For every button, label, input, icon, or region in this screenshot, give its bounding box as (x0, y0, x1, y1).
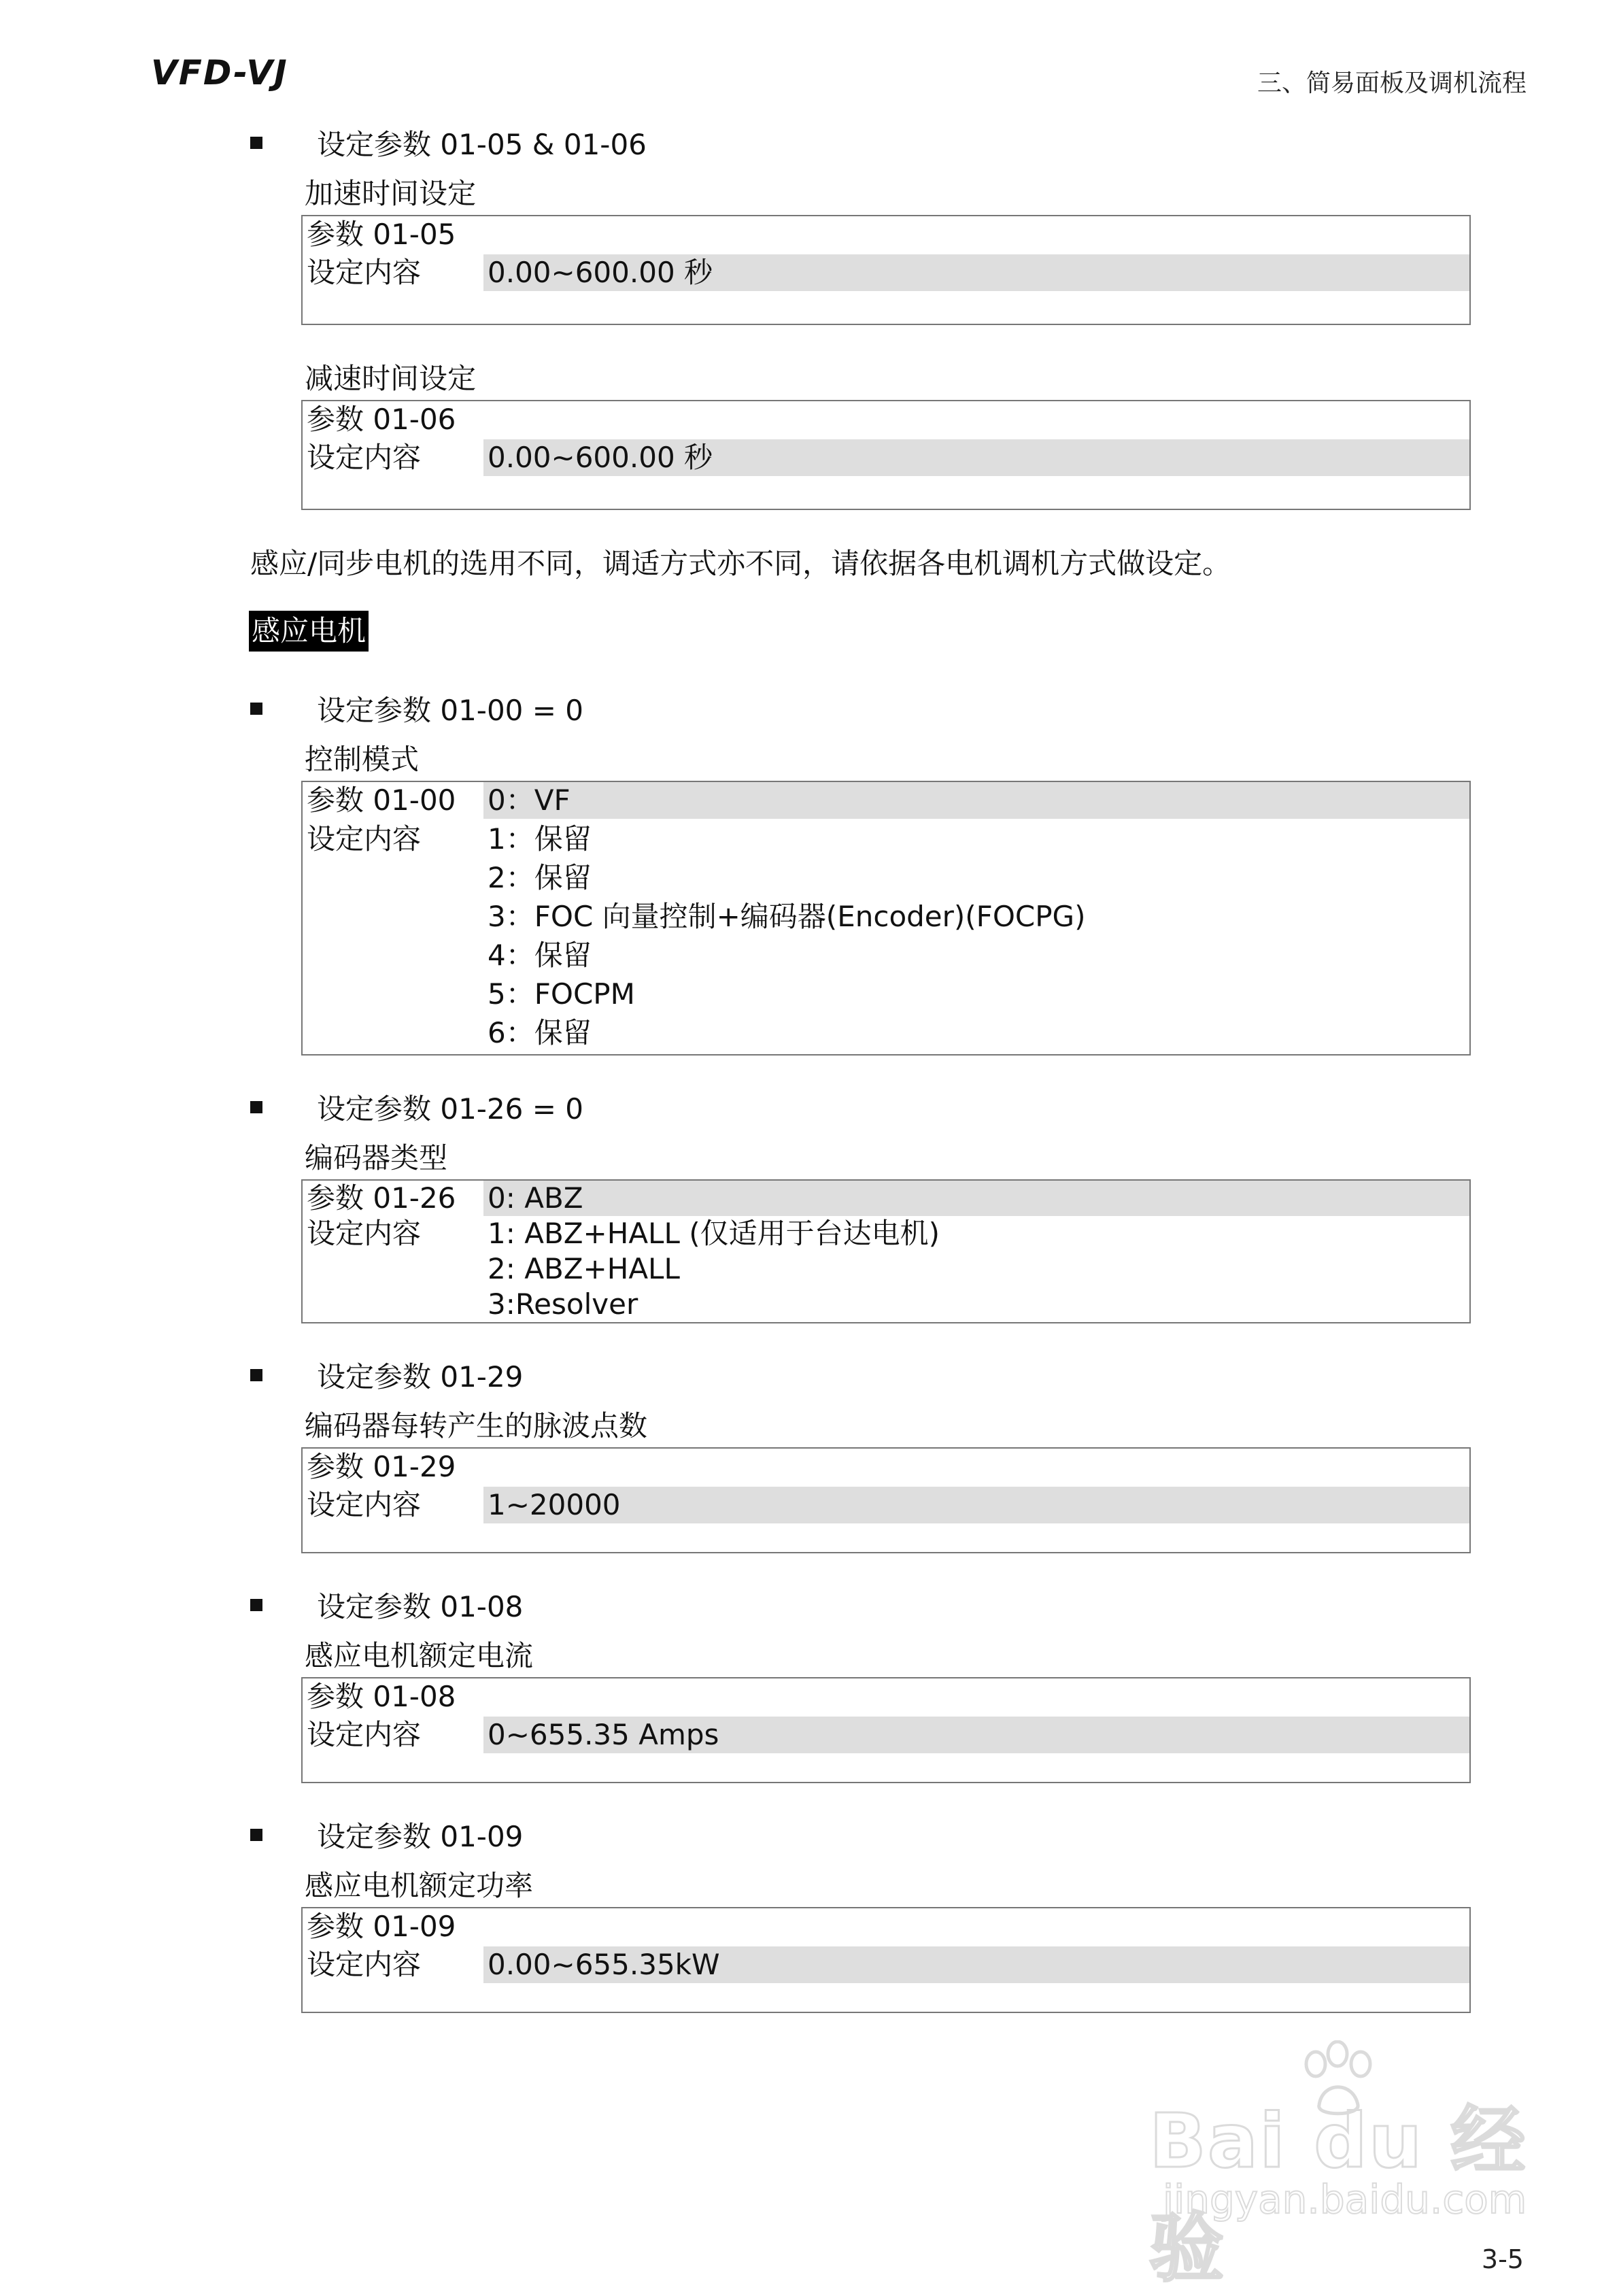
heading-text: 设定参数 01-26 = 0 (317, 1092, 584, 1126)
option-item: 0：VF (488, 783, 570, 817)
content-label: 设定内容 (307, 441, 422, 474)
content-label: 设定内容 (307, 822, 422, 856)
content-label: 设定内容 (307, 1217, 422, 1250)
option-item: 5：FOCPM (488, 977, 635, 1011)
param-table-01-06 (301, 400, 1471, 510)
chapter-title: 三、简易面板及调机流程 (1257, 69, 1527, 97)
section-heading-01-09 (250, 1814, 523, 1855)
brand-logo: VFD-VJ (151, 53, 288, 92)
param-table-01-09 (301, 1907, 1471, 2013)
caption-encoder-ppr: 编码器每转产生的脉波点数 (305, 1409, 648, 1442)
option-item: 1：保留 (488, 822, 592, 856)
value-highlight (483, 1181, 1469, 1216)
param-label: 参数 01-06 (307, 403, 456, 436)
value-highlight (483, 1487, 1469, 1523)
content-label: 设定内容 (307, 1718, 422, 1751)
caption-decel: 减速时间设定 (305, 362, 477, 395)
param-label: 参数 01-26 (307, 1181, 456, 1215)
content-label: 设定内容 (307, 1948, 422, 1981)
content-label: 设定内容 (307, 256, 422, 289)
watermark-brand: Bai du 经验 (1149, 2097, 1527, 2292)
caption-encoder-type: 编码器类型 (305, 1141, 448, 1175)
param-label: 参数 01-08 (307, 1680, 456, 1713)
option-item: 3：FOC 向量控制+编码器(Encoder)(FOCPG) (488, 900, 1086, 933)
bullet-square-icon (250, 1369, 262, 1381)
param-value: 0.00~600.00 秒 (488, 256, 713, 289)
section-heading-01-29 (250, 1355, 523, 1396)
param-value: 0.00~655.35kW (488, 1948, 720, 1981)
param-label: 参数 01-29 (307, 1450, 456, 1483)
caption-control-mode: 控制模式 (305, 743, 420, 776)
param-label: 参数 01-09 (307, 1910, 456, 1943)
param-value: 0~655.35 Amps (488, 1718, 719, 1751)
param-value: 1~20000 (488, 1488, 621, 1521)
option-item: 1: ABZ+HALL (仅适用于台达电机) (488, 1217, 940, 1250)
heading-text: 设定参数 01-00 = 0 (317, 694, 584, 727)
bullet-square-icon (250, 137, 262, 149)
value-highlight (483, 782, 1469, 819)
bullet-square-icon (250, 1101, 262, 1113)
heading-text: 设定参数 01-09 (317, 1820, 524, 1853)
param-label: 参数 01-05 (307, 218, 456, 251)
page-number: 3-5 (1481, 2244, 1524, 2274)
section-heading-01-05 (250, 122, 647, 163)
section-heading-01-08 (250, 1585, 523, 1625)
heading-text: 设定参数 01-29 (317, 1360, 524, 1394)
intro-paragraph: 感应/同步电机的选用不同，调适方式亦不同，请依据各电机调机方式做设定。 (250, 547, 1231, 580)
option-item: 2：保留 (488, 861, 592, 894)
caption-rated-power: 感应电机额定功率 (305, 1869, 534, 1902)
param-table-01-08 (301, 1677, 1471, 1783)
option-item: 0: ABZ (488, 1181, 583, 1215)
param-table-01-00 (301, 781, 1471, 1056)
content-label: 设定内容 (307, 1488, 422, 1521)
watermark-url: jingyan.baidu.com (1163, 2176, 1527, 2223)
option-item: 2: ABZ+HALL (488, 1252, 680, 1285)
caption-rated-current: 感应电机额定电流 (305, 1639, 534, 1672)
param-table-01-26 (301, 1179, 1471, 1323)
heading-text: 设定参数 01-08 (317, 1590, 524, 1623)
bullet-square-icon (250, 1599, 262, 1611)
heading-text: 设定参数 01-05 & 01-06 (317, 128, 647, 161)
bullet-square-icon (250, 1829, 262, 1841)
option-item: 6：保留 (488, 1016, 592, 1049)
bullet-square-icon (250, 703, 262, 715)
section-heading-01-00 (250, 688, 583, 729)
section-heading-01-26 (250, 1087, 583, 1128)
param-label: 参数 01-00 (307, 783, 456, 817)
param-table-01-29 (301, 1447, 1471, 1553)
param-table-01-05 (301, 215, 1471, 325)
motor-type-label: 感应电机 (249, 611, 369, 652)
option-item: 3:Resolver (488, 1287, 638, 1321)
param-value: 0.00~600.00 秒 (488, 441, 713, 474)
option-item: 4：保留 (488, 939, 592, 972)
caption-accel: 加速时间设定 (305, 177, 477, 210)
